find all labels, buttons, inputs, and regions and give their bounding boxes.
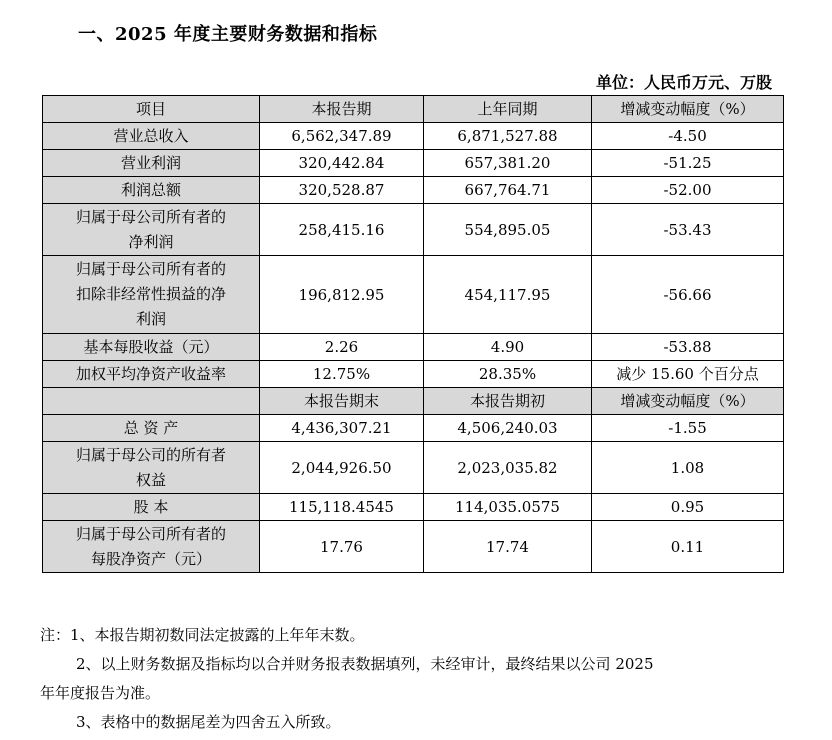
row-item: 利润总额 — [43, 177, 260, 204]
row-previous: 4,506,240.03 — [424, 415, 592, 442]
subheader-cell-end: 本报告期末 — [260, 388, 424, 415]
row-current: 6,562,347.89 — [260, 123, 424, 150]
table-row — [43, 521, 784, 573]
row-item-line: 归属于母公司所有者的 — [75, 207, 226, 226]
row-item: 股 本 — [43, 494, 260, 521]
table-row — [43, 204, 784, 256]
header-cell-change: 增减变动幅度（%） — [592, 96, 784, 123]
section-title: 一、2025 年度主要财务数据和指标 — [78, 24, 378, 45]
row-item-line: 归属于母公司所有者的 — [75, 524, 226, 543]
row-item-line: 净利润 — [128, 232, 174, 251]
row-change: -51.25 — [592, 150, 784, 177]
table-subheader-row — [43, 388, 784, 415]
row-change: -53.88 — [592, 334, 784, 361]
row-change: -56.66 — [592, 256, 784, 334]
header-cell-current: 本报告期 — [260, 96, 424, 123]
footnote-line: 2、以上财务数据及指标均以合并财务报表数据填列，未经审计，最终结果以公司 2025 — [76, 655, 654, 673]
row-item — [43, 521, 260, 573]
table-header-row — [43, 96, 784, 123]
row-item-line: 扣除非经常性损益的净 — [75, 285, 226, 303]
row-change: 0.11 — [592, 521, 784, 573]
table-row — [43, 442, 784, 494]
header-cell-previous: 上年同期 — [424, 96, 592, 123]
row-current: 4,436,307.21 — [260, 415, 424, 442]
row-previous: 554,895.05 — [424, 204, 592, 256]
row-item-line: 归属于母公司所有者的 — [75, 260, 226, 278]
row-current: 2.26 — [260, 334, 424, 361]
row-previous: 17.74 — [424, 521, 592, 573]
row-previous: 667,764.71 — [424, 177, 592, 204]
row-item: 基本每股收益（元） — [43, 334, 260, 361]
row-item — [43, 204, 260, 256]
subheader-cell-item — [43, 388, 260, 415]
financial-data-table — [42, 95, 784, 573]
footnote-line: 年年度报告为准。 — [40, 684, 161, 702]
row-change: 0.95 — [592, 494, 784, 521]
table-row — [43, 494, 784, 521]
row-current: 17.76 — [260, 521, 424, 573]
table-row — [43, 123, 784, 150]
table-row — [43, 415, 784, 442]
row-previous: 4.90 — [424, 334, 592, 361]
footnote-line: 注：1、本报告期初数同法定披露的上年年末数。 — [40, 626, 365, 644]
row-change: -52.00 — [592, 177, 784, 204]
row-current: 320,528.87 — [260, 177, 424, 204]
table-row — [43, 361, 784, 388]
row-item: 加权平均净资产收益率 — [43, 361, 260, 388]
footnote-line: 3、表格中的数据尾差为四舍五入所致。 — [76, 713, 341, 731]
row-item: 总 资 产 — [43, 415, 260, 442]
row-item: 营业总收入 — [43, 123, 260, 150]
row-item-line: 利润 — [135, 310, 166, 328]
row-previous: 6,871,527.88 — [424, 123, 592, 150]
row-item: 营业利润 — [43, 150, 260, 177]
row-previous: 454,117.95 — [424, 256, 592, 334]
row-current: 196,812.95 — [260, 256, 424, 334]
row-change: -53.43 — [592, 204, 784, 256]
table-row — [43, 334, 784, 361]
row-current: 320,442.84 — [260, 150, 424, 177]
row-item-line: 权益 — [135, 470, 166, 489]
subheader-cell-change: 增减变动幅度（%） — [592, 388, 784, 415]
row-change: 1.08 — [592, 442, 784, 494]
footnotes — [40, 621, 792, 737]
row-current: 12.75% — [260, 361, 424, 388]
row-item-line: 每股净资产（元） — [90, 549, 211, 568]
row-previous: 28.35% — [424, 361, 592, 388]
row-previous: 657,381.20 — [424, 150, 592, 177]
row-change: 减少 15.60 个百分点 — [592, 361, 784, 388]
table-row — [43, 150, 784, 177]
table-row — [43, 177, 784, 204]
row-change: -4.50 — [592, 123, 784, 150]
row-current: 2,044,926.50 — [260, 442, 424, 494]
unit-label: 单位：人民币万元、万股 — [595, 73, 772, 92]
header-cell-item: 项目 — [43, 96, 260, 123]
row-item-line: 归属于母公司的所有者 — [75, 445, 226, 464]
row-current: 258,415.16 — [260, 204, 424, 256]
row-change: -1.55 — [592, 415, 784, 442]
row-previous: 114,035.0575 — [424, 494, 592, 521]
row-current: 115,118.4545 — [260, 494, 424, 521]
row-previous: 2,023,035.82 — [424, 442, 592, 494]
table-row — [43, 256, 784, 334]
row-item — [43, 442, 260, 494]
subheader-cell-begin: 本报告期初 — [424, 388, 592, 415]
row-item — [43, 256, 260, 334]
